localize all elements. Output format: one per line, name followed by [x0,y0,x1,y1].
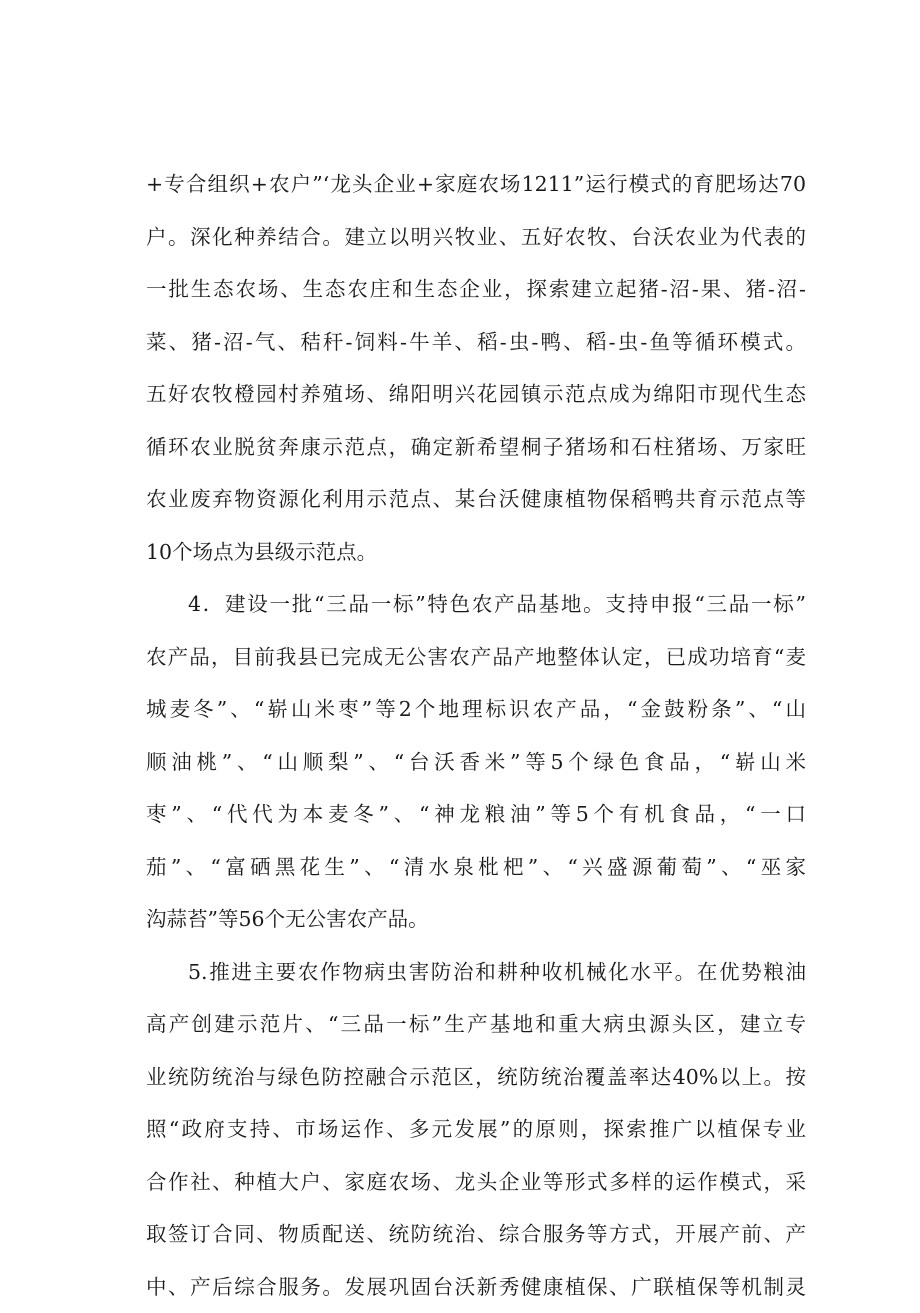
text-line: 高产创建示范片、“三品一标”生产基地和重大病虫源头区，建立专 [146,998,806,1051]
text-line: 城麦冬”、“崭山米枣”等2个地理标识农产品，“金鼓粉条”、“山 [146,683,806,736]
text-line: 茄”、“富硒黑花生”、“清水泉枇杷”、“兴盛源葡萄”、“巫家 [146,841,806,894]
text-line: 合作社、种植大户、家庭农场、龙头企业等形式多样的运作模式，采 [146,1156,806,1209]
text-line: 循环农业脱贫奔康示范点，确定新希望桐子猪场和石柱猪场、万家旺 [146,421,806,474]
text-line: 五好农牧橙园村养殖场、绵阳明兴花园镇示范点成为绵阳市现代生态 [146,368,806,421]
text-line: 菜、猪-沼-气、秸秆-饲料-牛羊、稻-虫-鸭、稻-虫-鱼等循环模式。 [146,316,806,369]
text-line: 取签订合同、物质配送、统防统治、综合服务等方式，开展产前、产 [146,1208,806,1261]
text-line: 中、产后综合服务。发展巩固台沃新秀健康植保、广联植保等机制灵 [146,1261,806,1313]
text-line: 农产品，目前我县已完成无公害农产品产地整体认定，已成功培育“麦 [146,631,806,684]
text-line: 业统防统治与绿色防控融合示范区，统防统治覆盖率达40%以上。按 [146,1051,806,1104]
document-body [146,158,806,1313]
text-line: +专合组织+农户”‘龙头企业+家庭农场1211”运行模式的育肥场达70 [146,158,806,211]
text-line: 一批生态农场、生态农庄和生态企业，探索建立起猪-沼-果、猪-沼- [146,263,806,316]
paragraph-4-heading: 4．建设一批“三品一标”特色农产品基地。支持申报“三品一标” [146,578,806,631]
text-line: 农业废弃物资源化利用示范点、某台沃健康植物保稻鸭共育示范点等 [146,473,806,526]
text-line: 沟蒜苔”等56个无公害农产品。 [146,893,806,946]
text-line: 照“政府支持、市场运作、多元发展”的原则，探索推广以植保专业 [146,1103,806,1156]
text-line: 顺油桃”、“山顺梨”、“台沃香米”等5个绿色食品，“崭山米 [146,736,806,789]
text-line: 10个场点为县级示范点。 [146,526,806,579]
text-line: 户。深化种养结合。建立以明兴牧业、五好农牧、台沃农业为代表的 [146,211,806,264]
text-line: 枣”、“代代为本麦冬”、“神龙粮油”等5个有机食品，“一口 [146,788,806,841]
paragraph-5-heading: 5.推进主要农作物病虫害防治和耕种收机械化水平。在优势粮油 [146,946,806,999]
